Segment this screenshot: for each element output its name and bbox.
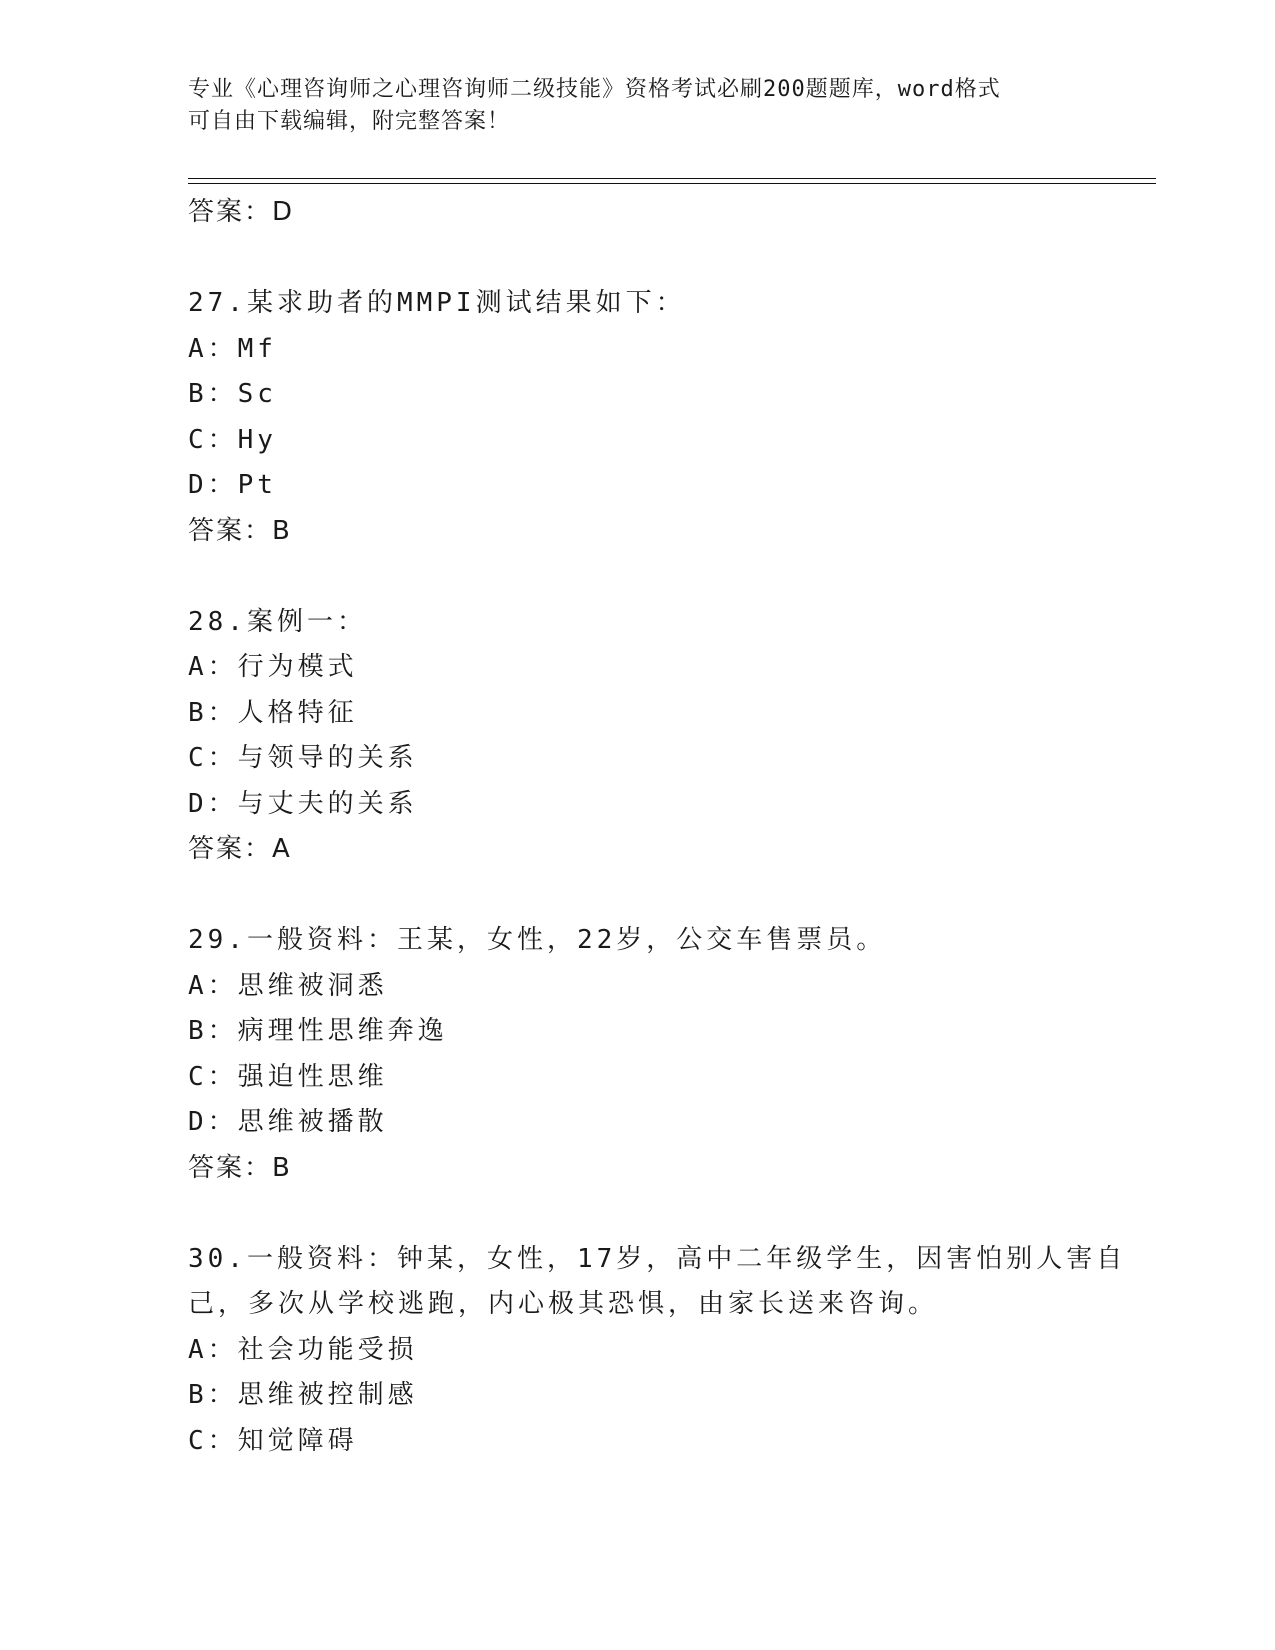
option-b: B：病理性思维奔逸 <box>188 1016 448 1046</box>
option-a: A：Mf <box>188 333 277 364</box>
question-stem-line-2: 己，多次从学校逃跑，内心极其恐惧，由家长送来咨询。 <box>188 1289 939 1319</box>
answer: 答案：B <box>188 515 292 546</box>
question-stem-line-1: 30.一般资料：钟某，女性，17岁，高中二年级学生，因害怕别人害自 <box>188 1243 1127 1274</box>
spacer <box>188 554 1088 600</box>
option-b: B：思维被控制感 <box>188 1380 418 1410</box>
answer: 答案：B <box>188 1152 292 1183</box>
question-stem: 29.一般资料：王某，女性，22岁，公交车售票员。 <box>188 925 887 955</box>
spacer <box>188 1191 1088 1237</box>
option-b: B：Sc <box>188 379 277 409</box>
header-double-rule <box>188 178 1156 184</box>
previous-answer: 答案：D <box>188 197 295 227</box>
option-a: A：行为模式 <box>188 652 358 682</box>
question-list <box>188 190 1127 1464</box>
spacer <box>188 873 1088 919</box>
option-b: B：人格特征 <box>188 697 358 728</box>
question-stem: 28.案例一： <box>188 606 367 637</box>
answer: 答案：A <box>188 834 292 864</box>
question-stem: 27.某求助者的MMPI测试结果如下： <box>188 288 686 318</box>
option-a: A：社会功能受损 <box>188 1334 418 1365</box>
question-27 <box>188 281 1088 554</box>
option-d: D：Pt <box>188 470 277 500</box>
question-30 <box>188 1237 1127 1465</box>
spacer <box>188 236 1088 282</box>
option-c: C：Hy <box>188 424 277 455</box>
header-line-1: 专业《心理咨询师之心理咨询师二级技能》资格考试必刷200题题库，word格式 <box>188 77 1001 102</box>
option-d: D：思维被播散 <box>188 1107 388 1137</box>
option-c: C：知觉障碍 <box>188 1425 358 1456</box>
document-header <box>188 74 1088 138</box>
option-a: A：思维被洞悉 <box>188 970 388 1001</box>
header-line-2: 可自由下载编辑，附完整答案！ <box>188 109 511 134</box>
question-28 <box>188 600 1088 873</box>
option-c: C：与领导的关系 <box>188 743 418 773</box>
option-c: C：强迫性思维 <box>188 1061 388 1092</box>
question-29 <box>188 918 1088 1191</box>
option-d: D：与丈夫的关系 <box>188 788 418 819</box>
